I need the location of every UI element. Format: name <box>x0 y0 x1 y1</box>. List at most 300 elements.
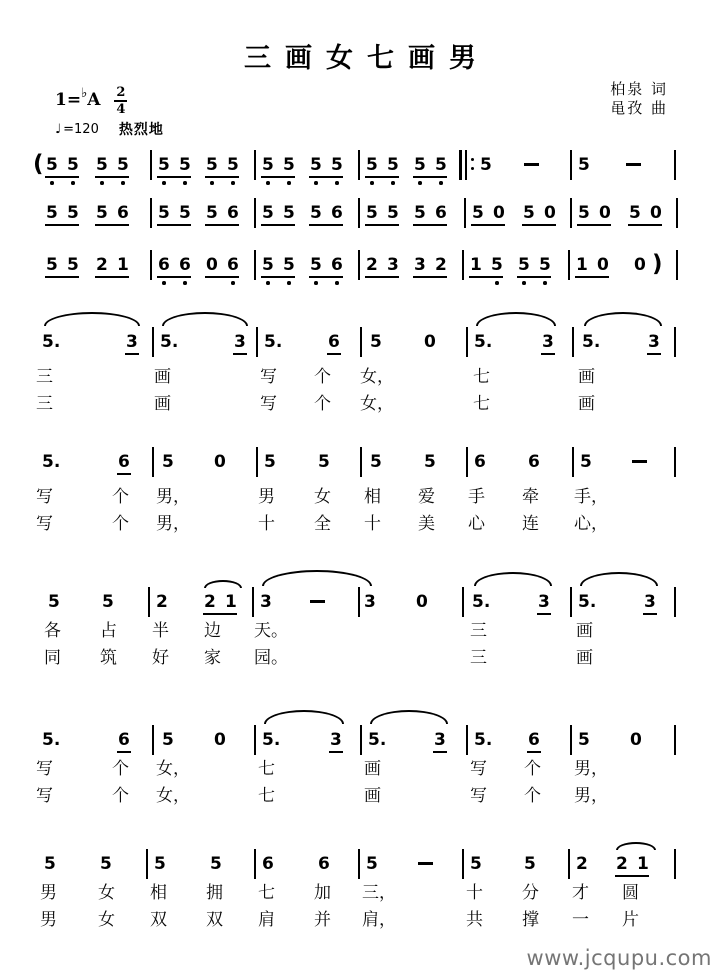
beam-underline <box>413 224 447 226</box>
barline <box>570 725 572 755</box>
quarter-note-icon: ♩ <box>55 121 62 137</box>
barline <box>254 198 256 228</box>
note-digit: 1 <box>576 255 588 275</box>
note-digit: 5. <box>42 452 61 472</box>
note-digit: 6 <box>318 854 330 874</box>
lyric-char: 个 <box>112 786 129 806</box>
note-digit: 5 <box>414 203 426 223</box>
note-group <box>158 203 198 237</box>
lyric-char: 并 <box>314 910 331 930</box>
note-digit: 2 <box>616 854 628 874</box>
note-digit: 5 <box>264 452 276 472</box>
time-denominator: 4 <box>116 101 126 117</box>
note-digit: 5 <box>387 203 399 223</box>
note-digit: 5 <box>48 592 60 612</box>
note-digit: 3 <box>364 592 376 612</box>
note-digit: 5 <box>210 854 222 874</box>
lyric-char: 相 <box>364 487 381 507</box>
barline <box>570 587 572 617</box>
note-digit: 1 <box>637 854 649 874</box>
note-group <box>46 203 86 237</box>
lyric-char: 七 <box>258 786 275 806</box>
slur-arc <box>476 312 556 326</box>
time-signature <box>114 86 127 116</box>
beam-underline <box>575 276 609 278</box>
lyric-char: 一 <box>572 910 589 930</box>
lyric-char: 写 <box>260 394 277 414</box>
note <box>474 452 514 486</box>
slur-arc <box>262 570 372 586</box>
note-digit: 5 <box>46 203 58 223</box>
note-group <box>414 255 454 289</box>
note <box>160 332 200 366</box>
slur-arc <box>616 842 656 850</box>
note-digit: 6 <box>528 452 540 472</box>
note <box>328 332 368 366</box>
note-digit: 2 <box>204 592 216 612</box>
note <box>264 452 304 486</box>
barline <box>572 327 574 357</box>
lyric-char: 相 <box>150 883 167 903</box>
note <box>42 332 82 366</box>
lyric-char: 肩， <box>362 910 396 930</box>
barline <box>674 447 676 477</box>
note-digit: 5 <box>472 203 484 223</box>
note-digit: 0 <box>650 203 662 223</box>
note-digit: 6 <box>331 255 343 275</box>
low-octave-dot <box>71 181 75 185</box>
note-digit: 5. <box>474 332 493 352</box>
repeat-bar-thick <box>459 150 462 180</box>
lyric-char: 画 <box>154 367 171 387</box>
note-digit: 3 <box>538 592 550 612</box>
beam-underline <box>95 176 129 178</box>
barline <box>360 327 362 357</box>
lyric-char: 拥 <box>206 883 223 903</box>
note-digit: 5 <box>518 255 530 275</box>
eighth-underline <box>117 473 131 475</box>
low-octave-dot <box>287 281 291 285</box>
open-paren: ( <box>33 151 44 177</box>
note-digit: 5 <box>67 155 79 175</box>
note-digit: 2 <box>156 592 168 612</box>
beam-underline <box>203 613 237 615</box>
low-octave-dot <box>495 281 499 285</box>
dash-note <box>626 163 641 166</box>
note-digit: 6 <box>331 203 343 223</box>
note <box>644 592 684 626</box>
slur-arc <box>44 312 140 326</box>
barline <box>568 250 570 280</box>
lyric-char: 三 <box>36 367 53 387</box>
note-digit: 5 <box>227 155 239 175</box>
barline <box>570 150 572 180</box>
note-digit: 5 <box>539 255 551 275</box>
note-digit: 5. <box>42 730 61 750</box>
beam-underline <box>413 276 447 278</box>
note-digit: 0 <box>630 730 642 750</box>
barline <box>674 327 676 357</box>
beam-underline <box>471 224 505 226</box>
lyric-char: 家 <box>204 648 221 668</box>
barline <box>150 150 152 180</box>
note-digit: 5 <box>67 203 79 223</box>
lyric-char: 写 <box>36 759 53 779</box>
note-digit: 5 <box>67 255 79 275</box>
beam-underline <box>205 224 239 226</box>
dash-note <box>418 862 433 865</box>
note-digit: 5 <box>366 854 378 874</box>
note <box>370 332 410 366</box>
lyric-char: 同 <box>44 648 61 668</box>
barline <box>358 150 360 180</box>
lyric-char: 男 <box>258 487 275 507</box>
note-digit: 2 <box>576 854 588 874</box>
note-digit: 5. <box>42 332 61 352</box>
eighth-underline <box>643 613 657 615</box>
note-group <box>366 255 406 289</box>
note-digit: 5 <box>283 255 295 275</box>
lyric-char: 各 <box>44 621 61 641</box>
lyric-char: 画 <box>578 394 595 414</box>
lyric-char: 七 <box>473 367 490 387</box>
lyric-char: 男， <box>574 786 608 806</box>
note-digit: 0 <box>214 452 226 472</box>
lyric-char: 男， <box>574 759 608 779</box>
note-digit: 5 <box>44 854 56 874</box>
note-digit: 6 <box>262 854 274 874</box>
slur-arc <box>204 580 242 588</box>
note-group <box>158 255 198 289</box>
note-digit: 6 <box>328 332 340 352</box>
beam-underline <box>517 276 551 278</box>
note-digit: 3 <box>260 592 272 612</box>
note-group <box>46 255 86 289</box>
beam-underline <box>261 176 295 178</box>
beam-underline <box>413 176 447 178</box>
note-digit: 5 <box>102 592 114 612</box>
low-octave-dot <box>121 181 125 185</box>
note-digit: 5 <box>310 255 322 275</box>
slur-arc <box>162 312 248 326</box>
note-digit: 5. <box>262 730 281 750</box>
note-digit: 5 <box>491 255 503 275</box>
note-digit: 6 <box>158 255 170 275</box>
lyricist-credit: 柏泉 词 <box>610 80 668 98</box>
beam-underline <box>157 276 191 278</box>
beam-underline <box>45 224 79 226</box>
note-digit: 0 <box>597 255 609 275</box>
note-group <box>578 203 618 237</box>
beam-underline <box>261 276 295 278</box>
lyric-char: 园。 <box>254 648 288 668</box>
note-digit: 5 <box>578 203 590 223</box>
note <box>630 730 670 764</box>
note-digit: 5. <box>474 730 493 750</box>
barline <box>462 587 464 617</box>
barline <box>254 150 256 180</box>
note-digit: 3 <box>644 592 656 612</box>
note <box>424 452 464 486</box>
barline <box>254 725 256 755</box>
lyric-char: 全 <box>314 514 331 534</box>
note-group <box>576 255 616 289</box>
note-digit: 6 <box>117 203 129 223</box>
lyric-char: 画 <box>576 621 593 641</box>
low-octave-dot <box>391 181 395 185</box>
note-digit: 3 <box>414 255 426 275</box>
composer-credit: 黾孜 曲 <box>610 99 668 117</box>
note-group <box>262 155 302 189</box>
note-digit: 5 <box>523 203 535 223</box>
note-digit: 5. <box>472 592 491 612</box>
note <box>578 155 618 189</box>
note-digit: 6 <box>528 730 540 750</box>
lyric-char: 七 <box>258 883 275 903</box>
barline <box>360 725 362 755</box>
note-digit: 5 <box>162 452 174 472</box>
note <box>434 730 474 764</box>
barline <box>358 587 360 617</box>
note-digit: 5 <box>262 203 274 223</box>
eighth-underline <box>433 751 447 753</box>
note-group <box>414 155 454 189</box>
beam-underline <box>205 276 239 278</box>
low-octave-dot <box>335 181 339 185</box>
note <box>648 332 688 366</box>
beam-underline <box>365 276 399 278</box>
lyric-char: 共 <box>466 910 483 930</box>
note-digit: 5 <box>179 203 191 223</box>
note-digit: 6 <box>118 730 130 750</box>
key-letter: A <box>87 90 101 110</box>
repeat-sign <box>459 150 477 180</box>
note-digit: 5 <box>206 155 218 175</box>
note <box>214 452 254 486</box>
barline <box>146 849 148 879</box>
note-group <box>206 155 246 189</box>
lyric-char: 三 <box>470 648 487 668</box>
note-digit: 5 <box>96 203 108 223</box>
beam-underline <box>309 276 343 278</box>
barline <box>256 447 258 477</box>
lyric-char: 边 <box>204 621 221 641</box>
eighth-underline <box>527 751 541 753</box>
note-digit: 5 <box>283 203 295 223</box>
note-digit: 5 <box>370 332 382 352</box>
beam-underline <box>261 224 295 226</box>
repeat-dot <box>471 158 474 161</box>
low-octave-dot <box>439 181 443 185</box>
note-digit: 6 <box>435 203 447 223</box>
note-group <box>158 155 198 189</box>
note <box>480 155 520 189</box>
barline <box>464 198 466 228</box>
note-digit: 1 <box>117 255 129 275</box>
low-octave-dot <box>266 181 270 185</box>
barline <box>466 447 468 477</box>
low-octave-dot <box>314 281 318 285</box>
low-octave-dot <box>162 181 166 185</box>
note-digit: 5 <box>158 155 170 175</box>
barline <box>148 587 150 617</box>
low-octave-dot <box>335 281 339 285</box>
note-digit: 0 <box>493 203 505 223</box>
low-octave-dot <box>231 281 235 285</box>
barline <box>252 587 254 617</box>
note-digit: 1 <box>225 592 237 612</box>
note-digit: 5 <box>387 155 399 175</box>
barline <box>674 725 676 755</box>
lyric-char: 写 <box>470 759 487 779</box>
note-digit: 5 <box>414 155 426 175</box>
lyric-char: 个 <box>112 487 129 507</box>
expression-marking: 热烈地 <box>118 122 164 138</box>
barline <box>358 849 360 879</box>
watermark-url: www.jcqupu.com <box>526 946 712 970</box>
note-group <box>523 203 563 237</box>
beam-underline <box>628 224 662 226</box>
key-signature <box>55 85 127 120</box>
note-digit: 0 <box>634 255 646 275</box>
beam-underline <box>365 224 399 226</box>
lyric-char: 女 <box>314 487 331 507</box>
barline <box>358 250 360 280</box>
note-digit: 5 <box>46 255 58 275</box>
eighth-underline <box>647 353 661 355</box>
lyric-char: 分 <box>522 883 539 903</box>
lyric-char: 手 <box>468 487 485 507</box>
lyric-char: 肩 <box>258 910 275 930</box>
note-digit: 0 <box>214 730 226 750</box>
lyric-char: 写 <box>36 786 53 806</box>
beam-underline <box>309 176 343 178</box>
note-digit: 5 <box>162 730 174 750</box>
note-group <box>472 203 512 237</box>
lyric-char: 男 <box>40 883 57 903</box>
note-digit: 5 <box>366 155 378 175</box>
note <box>214 730 254 764</box>
note-digit: 2 <box>366 255 378 275</box>
barline <box>360 447 362 477</box>
lyric-char: 三 <box>470 621 487 641</box>
note-digit: 5 <box>283 155 295 175</box>
note <box>370 452 410 486</box>
song-title: 三画女七画男 <box>244 43 490 74</box>
slur-arc <box>370 710 448 724</box>
lyric-char: 手， <box>574 487 608 507</box>
time-numerator: 2 <box>116 85 126 100</box>
note-digit: 6 <box>474 452 486 472</box>
note-digit: 5. <box>264 332 283 352</box>
lyric-char: 七 <box>473 394 490 414</box>
lyric-char: 男， <box>156 514 190 534</box>
low-octave-dot <box>418 181 422 185</box>
slur-arc <box>474 572 552 586</box>
lyric-char: 画 <box>154 394 171 414</box>
lyric-char: 女， <box>360 367 394 387</box>
beam-underline <box>45 176 79 178</box>
beam-underline <box>577 224 611 226</box>
beam-underline <box>157 224 191 226</box>
note <box>474 332 514 366</box>
beam-underline <box>469 276 503 278</box>
beam-underline <box>45 276 79 278</box>
lyric-char: 美 <box>418 514 435 534</box>
note-group <box>414 203 454 237</box>
low-octave-dot <box>162 281 166 285</box>
tempo-marking <box>55 119 164 139</box>
beam-underline <box>365 176 399 178</box>
lyric-char: 好 <box>152 648 169 668</box>
note-digit: 5 <box>578 730 590 750</box>
lyric-char: 圆 <box>622 883 639 903</box>
eighth-underline <box>329 751 343 753</box>
barline <box>254 849 256 879</box>
barline <box>150 250 152 280</box>
eighth-underline <box>233 353 247 355</box>
note-digit: 5 <box>100 854 112 874</box>
barline <box>570 198 572 228</box>
low-octave-dot <box>543 281 547 285</box>
barline <box>572 447 574 477</box>
note-digit: 5 <box>206 203 218 223</box>
lyric-char: 三 <box>36 394 53 414</box>
note-digit: 5 <box>262 155 274 175</box>
lyric-char: 女， <box>156 759 190 779</box>
note-group <box>366 155 406 189</box>
lyric-char: 男 <box>40 910 57 930</box>
lyric-char: 画 <box>364 786 381 806</box>
lyric-char: 双 <box>150 910 167 930</box>
note-digit: 5 <box>580 452 592 472</box>
lyric-char: 筑 <box>100 648 117 668</box>
lyric-char: 才 <box>572 883 589 903</box>
note-digit: 5 <box>46 155 58 175</box>
lyric-char: 心 <box>468 514 485 534</box>
note-group <box>206 203 246 237</box>
note-digit: 5 <box>370 452 382 472</box>
note-digit: 2 <box>96 255 108 275</box>
beam-underline <box>522 224 556 226</box>
lyric-char: 个 <box>524 759 541 779</box>
lyric-char: 撑 <box>522 910 539 930</box>
note-digit: 5 <box>435 155 447 175</box>
key-prefix: 1= <box>55 90 82 110</box>
barline <box>466 327 468 357</box>
note <box>264 332 304 366</box>
slur-arc <box>264 710 344 724</box>
lyric-char: 个 <box>524 786 541 806</box>
note-digit: 5 <box>366 203 378 223</box>
slur-arc <box>584 312 662 326</box>
note-group <box>470 255 510 289</box>
note-digit: 5. <box>368 730 387 750</box>
beam-underline <box>205 176 239 178</box>
note-digit: 0 <box>544 203 556 223</box>
note-digit: 5 <box>179 155 191 175</box>
eighth-underline <box>125 353 139 355</box>
barline <box>462 250 464 280</box>
beam-underline <box>157 176 191 178</box>
note-digit: 5 <box>96 155 108 175</box>
lyric-char: 占 <box>100 621 117 641</box>
note-digit: 3 <box>330 730 342 750</box>
lyric-char: 双 <box>206 910 223 930</box>
note-group <box>96 255 136 289</box>
close-paren: ) <box>652 251 663 277</box>
note <box>542 332 582 366</box>
